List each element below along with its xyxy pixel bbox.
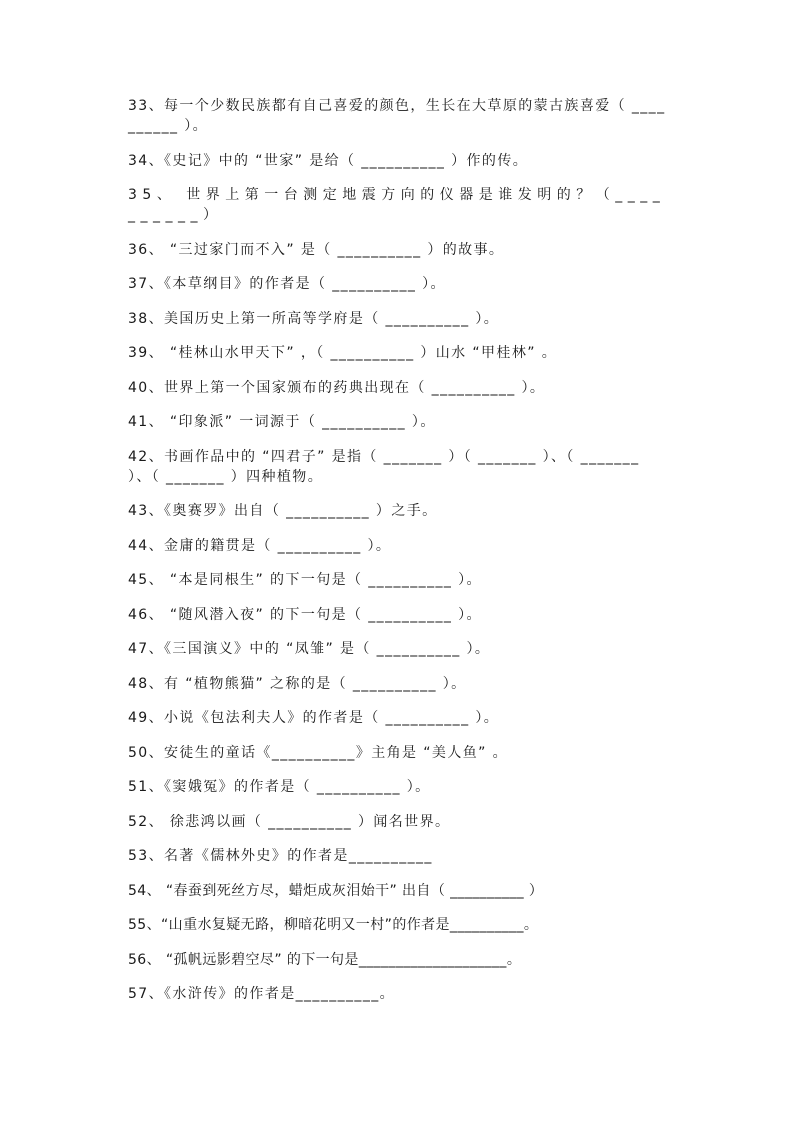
question-42: 42、书画作品中的 “四君子” 是指（ _______ ）（ _______ ）、（ _______ ）、（ _______ ）四种植物。: [128, 448, 640, 485]
question-33: 33、每一个少数民族都有自己喜爱的颜色，生长在大草原的蒙古族喜爱（ __________ ）。: [128, 98, 666, 134]
question-56: 56、 “孤帆远影碧空尽” 的下一句是____________________。: [128, 951, 522, 968]
question-34: 34、《史记》中的 “世家” 是给（ __________ ）作的传。: [128, 152, 529, 169]
question-44: 44、金庸的籍贯是（ __________ ）。: [128, 537, 392, 554]
question-57: 57、《水浒传》的作者是__________。: [128, 986, 396, 1002]
question-45: 45、 “本是同根生” 的下一句是（ __________ ）。: [128, 572, 482, 588]
question-37: 37、《本草纲目》的作者是（ __________ ）。: [128, 276, 446, 292]
question-41: 41、 “印象派” 一词源于（ __________ ）。: [128, 414, 436, 430]
question-48: 48、有 “植物熊猫” 之称的是（ __________ ）。: [128, 675, 467, 692]
question-55: 55、“山重水复疑无路，柳暗花明又一村”的作者是__________。: [128, 917, 539, 933]
question-47: 47、《三国演义》中的 “凤雏” 是（ __________ ）。: [128, 641, 491, 657]
question-38: 38、美国历史上第一所高等学府是（ __________ ）。: [128, 310, 500, 327]
question-36: 36、 “三过家门而不入” 是（ __________ ）的故事。: [128, 241, 505, 258]
question-54: 54、 “春蚕到死丝方尽，蜡炬成灰泪始干” 出自（ __________ ）: [128, 882, 544, 899]
question-43: 43、《奥赛罗》出自（ __________ ）之手。: [128, 503, 438, 519]
question-list: [128, 96, 668, 1019]
question-52: 52、 徐悲鸿以画（ __________ ）闻名世界。: [128, 813, 451, 830]
question-53: 53、名著《儒林外史》的作者是__________: [128, 848, 433, 864]
question-51: 51、《窦娥冤》的作者是（ __________ ）。: [128, 779, 431, 795]
question-50: 50、安徒生的童话《__________》主角是 “美人鱼” 。: [128, 744, 509, 761]
question-35: 35、 世界上第一台测定地震方向的仪器是谁发明的？（__________）: [128, 187, 666, 223]
question-46: 46、 “随风潜入夜” 的下一句是（ __________ ）。: [128, 606, 482, 623]
question-40: 40、世界上第一个国家颁布的药典出现在（ __________ ）。: [128, 379, 546, 396]
question-49: 49、小说《包法利夫人》的作者是（ __________ ）。: [128, 710, 500, 726]
question-39: 39、 “桂林山水甲天下” ，（ __________ ）山水 “甲桂林” 。: [128, 345, 558, 361]
